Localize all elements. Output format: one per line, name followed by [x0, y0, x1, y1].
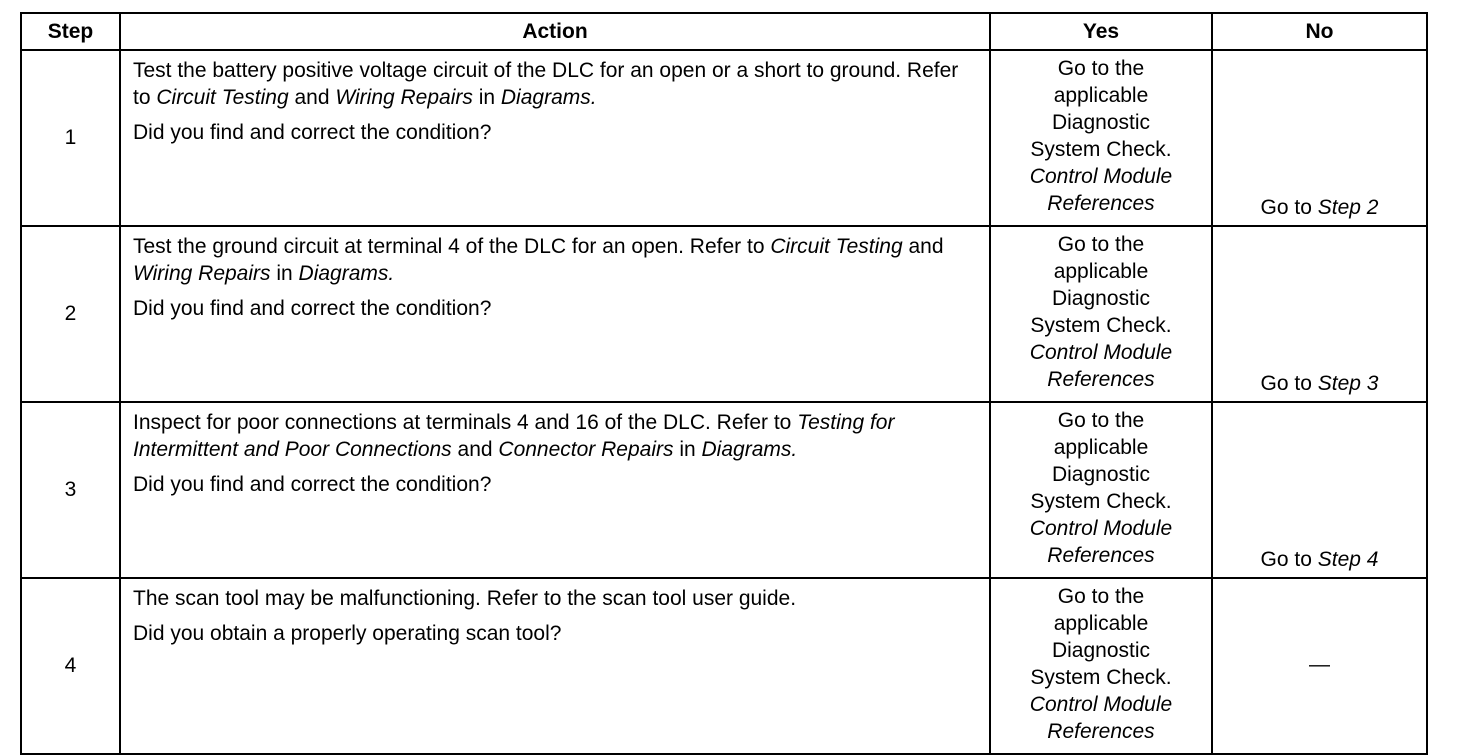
yes-cell: Go to the applicable Diagnostic System Check. Control Module References — [990, 50, 1212, 226]
action-cell — [120, 402, 990, 578]
no-cell: Go to Step 4 — [1212, 402, 1427, 578]
header-row — [21, 13, 1427, 50]
table-row — [21, 226, 1427, 402]
yes-cell: Go to the applicable Diagnostic System Check. Control Module References — [990, 226, 1212, 402]
action-instruction: Test the battery positive voltage circuit of the DLC for an open or a short to ground. Refer to Circuit Testing and Wiring Repairs in Diagrams. — [133, 59, 959, 109]
action-cell — [120, 50, 990, 226]
table-row — [21, 402, 1427, 578]
action-instruction: Test the ground circuit at terminal 4 of the DLC for an open. Refer to Circuit Testing and Wiring Repairs in Diagrams. — [133, 235, 944, 285]
action-instruction: The scan tool may be malfunctioning. Refer to the scan tool user guide. — [133, 587, 797, 610]
yes-cell: Go to the applicable Diagnostic System Check. Control Module References — [990, 578, 1212, 754]
header-step: Step — [21, 13, 120, 50]
table-row — [21, 578, 1427, 754]
yes-cell: Go to the applicable Diagnostic System Check. Control Module References — [990, 402, 1212, 578]
step-number: 2 — [21, 226, 120, 402]
no-cell: — — [1212, 578, 1427, 754]
action-question: Did you find and correct the condition? — [133, 297, 492, 320]
no-cell: Go to Step 2 — [1212, 50, 1427, 226]
action-question: Did you obtain a properly operating scan tool? — [133, 622, 562, 645]
header-yes: Yes — [990, 13, 1212, 50]
action-instruction: Inspect for poor connections at terminals 4 and 16 of the DLC. Refer to Testing for Intermittent and Poor Connections and Connector Repairs in Diagrams. — [133, 411, 895, 461]
action-question: Did you find and correct the condition? — [133, 473, 492, 496]
table-row — [21, 50, 1427, 226]
diagnostic-table — [20, 12, 1428, 755]
action-question: Did you find and correct the condition? — [133, 121, 492, 144]
no-cell: Go to Step 3 — [1212, 226, 1427, 402]
action-cell — [120, 578, 990, 754]
header-action: Action — [120, 13, 990, 50]
header-no: No — [1212, 13, 1427, 50]
step-number: 1 — [21, 50, 120, 226]
step-number: 4 — [21, 578, 120, 754]
step-number: 3 — [21, 402, 120, 578]
action-cell — [120, 226, 990, 402]
